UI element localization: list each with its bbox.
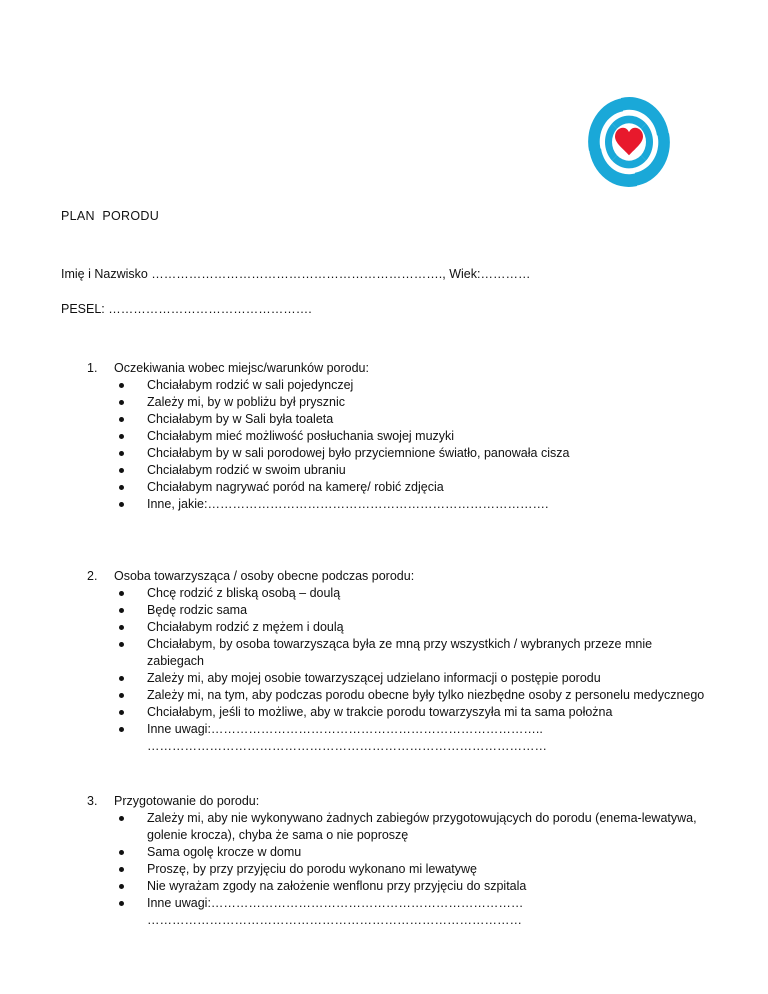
list-item: Chciałabym, jeśli to możliwe, aby w trakcie porodu towarzyszyła mi ta sama położna: [147, 704, 707, 721]
section-title: Osoba towarzysząca / osoby obecne podczas porodu:: [114, 569, 415, 583]
page-title: PLAN PORODU: [61, 209, 160, 223]
section-heading: [87, 568, 707, 585]
list-item: Będę rodzic sama: [147, 602, 707, 619]
section-birth-conditions: [87, 360, 707, 513]
list-item: Chciałabym nagrywać poród na kamerę/ robić zdjęcia: [147, 479, 707, 496]
notes-continuation-line[interactable]: ………………………………………………………………………………: [147, 913, 522, 927]
section-heading: [87, 360, 707, 377]
notes-continuation-line[interactable]: ……………………………………………………………………………………: [147, 739, 547, 753]
list-item-other[interactable]: Inne uwagi:…………………………………………………………………: [147, 895, 707, 912]
list-item: Zależy mi, by w pobliżu był prysznic: [147, 394, 707, 411]
section-title: Oczekiwania wobec miejsc/warunków porodu:: [114, 361, 369, 375]
list-item: Chciałabym rodzić w swoim ubraniu: [147, 462, 707, 479]
list-item-other[interactable]: Inne, jakie:……………………………………………………………………….: [147, 496, 707, 513]
section-number: 2.: [87, 569, 98, 583]
list-item: Chciałabym mieć możliwość posłuchania swojej muzyki: [147, 428, 707, 445]
list-item: Zależy mi, na tym, aby podczas porodu obecne były tylko niezbędne osoby z personelu medycznego: [147, 687, 707, 704]
pesel-field[interactable]: PESEL: ………………………………………….: [61, 302, 312, 316]
list-item: Zależy mi, aby nie wykonywano żadnych zabiegów przygotowujących do porodu (enema-lewatywa, golenie krocza), chyba że sama o nie poproszę: [147, 810, 707, 844]
section-title: Przygotowanie do porodu:: [114, 794, 260, 808]
list-item: Chciałabym rodzić z mężem i doulą: [147, 619, 707, 636]
list-item: Chciałabym by w sali porodowej było przyciemnione światło, panowała cisza: [147, 445, 707, 462]
section-preparation: [87, 793, 707, 929]
list-item: Chciałabym, by osoba towarzysząca była ze mną przy wszystkich / wybranych przeze mnie zabiegach: [147, 636, 707, 670]
list-item-other[interactable]: Inne uwagi:……………………………………………………………………..: [147, 721, 707, 738]
list-item: Nie wyrażam zgody na założenie wenflonu przy przyjęciu do szpitala: [147, 878, 707, 895]
section-heading: [87, 793, 707, 810]
section-number: 1.: [87, 361, 98, 375]
section-number: 3.: [87, 794, 98, 808]
list-item: Chcę rodzić z bliską osobą – doulą: [147, 585, 707, 602]
list-item: Chciałabym rodzić w sali pojedynczej: [147, 377, 707, 394]
list-item: Proszę, by przy przyjęciu do porodu wykonano mi lewatywę: [147, 861, 707, 878]
section-companion: [87, 568, 707, 755]
list-item: Sama ogolę krocze w domu: [147, 844, 707, 861]
list-item: Chciałabym by w Sali była toaleta: [147, 411, 707, 428]
name-age-field[interactable]: Imię i Nazwisko ……………………………………………………………., Wiek:…………: [61, 267, 531, 281]
list-item: Zależy mi, aby mojej osobie towarzyszącej udzielano informacji o postępie porodu: [147, 670, 707, 687]
heart-swirl-logo: [587, 96, 671, 188]
heart-icon: [615, 128, 643, 156]
